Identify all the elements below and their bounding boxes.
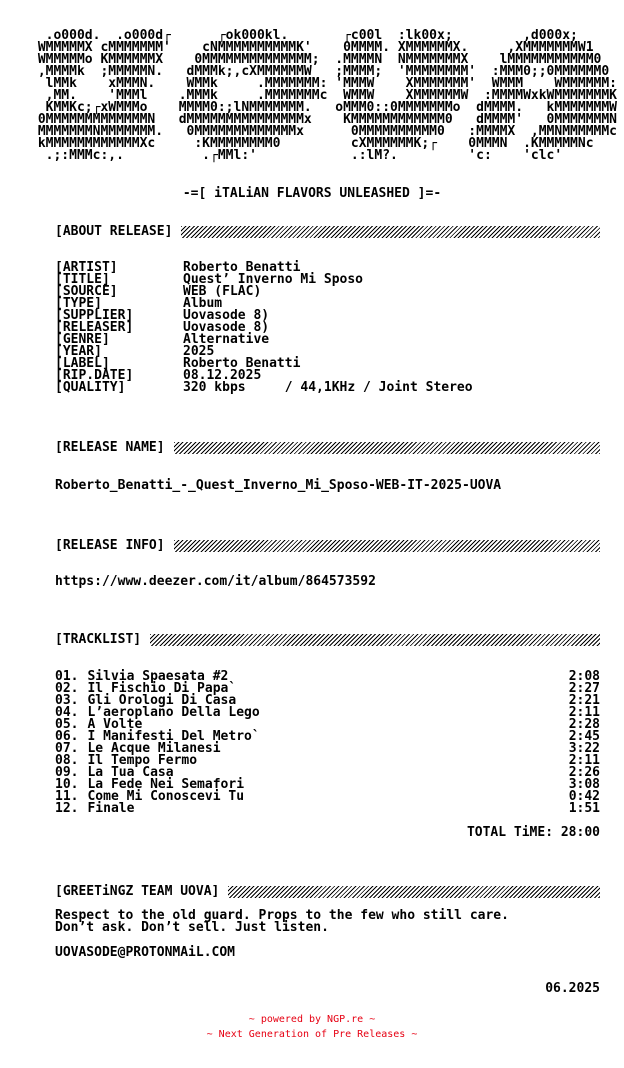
total-time: TOTAL TiME: 28:00 (466, 825, 600, 840)
ascii-logo-line: kMMMMMMMMMMMMXc :KMMMMMMMM0 cXMMMMMMK;┌ 0MMMN .KMMMMMNc (30, 136, 594, 151)
track-title: Il Tempo Fermo (87, 753, 198, 768)
field-row (55, 334, 600, 346)
section-title: [RELEASE NAME] (55, 440, 165, 455)
email-address: UOVASODE@PROTONMAiL.COM (55, 945, 236, 960)
release-url: https://www.deezer.com/it/album/864573592 (55, 574, 376, 589)
ascii-logo-line: ,MM. 'MMMl .MMMk .MMMMMMMc WMMW XMMMMMMW :MMMMWxkWMMMMMMMK (30, 88, 617, 103)
track-time: 2:08 (568, 669, 600, 684)
track-title: Il Fischio Di Papa` (87, 681, 237, 696)
ascii-logo-line: lMMk xMMMN. WMMk .MMMMMMM: 'MMMW XMMMMMMM' WMMM WMMMMMM: (30, 76, 617, 91)
ascii-logo-line: MMMMMMMNMMMMMMM. 0MMMMMMMMMMMMMx 0MMMMMMMMMM0 :MMMMX ,MMNMMMMMMc (30, 124, 617, 139)
field-label: [SUPPLIER] (55, 308, 134, 323)
ascii-logo-line: WMMMMMX cMMMMMMM' cNMMMMMMMMMMK' 0MMMM. XMMMMMMX. ,XMMMMMMMW1 (30, 40, 594, 55)
ascii-logo-line: WMMMMMo KMMMMMMX 0MMMMMMMMMMMMMM; .MMMMN NMMMMMMMX lMMMMMMMMMMM0 (30, 52, 602, 67)
track-number: 04. (55, 705, 79, 720)
ascii-logo-line: 0MMMMMMMMMMMMMN dMMMMMMMMMMMMMMMx KMMMMMMMMMMMM0 dMMMM' 0MMMMMMMN (30, 112, 617, 127)
field-value: Roberto Benatti (183, 260, 301, 275)
track-number: 03. (55, 693, 79, 708)
track-time: 2:45 (568, 729, 600, 744)
section-header-release-name (55, 442, 600, 454)
hatch-strip (150, 634, 600, 646)
section-title: [TRACKLIST] (55, 632, 142, 647)
track-time: 2:11 (568, 705, 600, 720)
track-row (55, 803, 600, 815)
track-title: Come Mi Conoscevi Tu (87, 789, 245, 804)
field-row (55, 310, 600, 322)
hatch-strip (174, 540, 600, 552)
field-row (55, 322, 600, 334)
track-time: 1:51 (568, 801, 600, 816)
field-label: [QUALITY] (55, 380, 126, 395)
ascii-logo-line: .o000d. .o000d┌ ┌ok000kl. ┌c00l :lk00x; ,d000x; (30, 28, 578, 43)
release-name-text: Roberto_Benatti_-_Quest_Inverno_Mi_Sposo-WEB-IT-2025-UOVA (55, 478, 502, 493)
field-value: Quest’ Inverno Mi Sposo (183, 272, 364, 287)
field-label: [ARTIST] (55, 260, 118, 275)
track-title: Gli Orologi Di Casa (87, 693, 237, 708)
field-label: [YEAR] (55, 344, 102, 359)
track-number: 02. (55, 681, 79, 696)
field-label: [RIP.DATE] (55, 368, 134, 383)
field-label: [TITLE] (55, 272, 110, 287)
field-value: 320 kbps / 44,1KHz / Joint Stereo (183, 380, 473, 395)
ascii-logo (0, 0, 624, 162)
greetings-line: Don’t ask. Don’t sell. Just listen. (55, 920, 329, 935)
hatch-strip (228, 886, 600, 898)
group-tagline: -=[ iTALiAN FLAVORS UNLEASHED ]=- (182, 186, 442, 201)
section-title: [RELEASE INFO] (55, 538, 165, 553)
track-title: A Volte (87, 717, 143, 732)
track-time: 2:28 (568, 717, 600, 732)
section-header-greetings (55, 886, 600, 898)
track-title: Silvia Spaesata #2 (87, 669, 229, 684)
field-row (55, 286, 600, 298)
track-title: Le Acque Milanesi (87, 741, 221, 756)
ascii-logo-line: .;:MMMc:,. .┌MMl:' .:lM?. 'c: 'clc' (30, 148, 563, 163)
field-label: [LABEL] (55, 356, 110, 371)
track-number: 08. (55, 753, 79, 768)
footer-powered-by: ~ powered by NGP.re ~ (248, 1014, 376, 1025)
section-title: [GREETiNGZ TEAM UOVA] (55, 884, 220, 899)
field-value: 08.12.2025 (183, 368, 262, 383)
field-label: [SOURCE] (55, 284, 118, 299)
field-row (55, 274, 600, 286)
section-header-about-release (55, 226, 600, 238)
release-fields (55, 262, 600, 394)
greetings-line: Respect to the old guard. Props to the few who still care. (55, 908, 509, 923)
ascii-logo-line: KMMKc;┌xWMMMo MMMM0:;lNMMMMMMM. oMMM0::0MMMMMMMo dMMMM. kMMMMMMMW (30, 100, 617, 115)
footer-credits (0, 1012, 624, 1042)
field-row (55, 298, 600, 310)
track-number: 10. (55, 777, 79, 792)
field-label: [TYPE] (55, 296, 102, 311)
field-row (55, 346, 600, 358)
track-time: 2:11 (568, 753, 600, 768)
field-value: Uovasode 8) (183, 320, 270, 335)
track-time: 3:08 (568, 777, 600, 792)
track-number: 11. (55, 789, 79, 804)
tracklist (55, 671, 600, 815)
field-label: [RELEASER] (55, 320, 134, 335)
track-number: 06. (55, 729, 79, 744)
field-value: Uovasode 8) (183, 308, 270, 323)
track-number: 05. (55, 717, 79, 732)
track-number: 01. (55, 669, 79, 684)
track-time: 3:22 (568, 741, 600, 756)
ascii-logo-line: ,MMMMk ;MMMMMN. dMMMk;,cXMMMMMMW ;MMMM; 'MMMMMMMM' :MMM0;;0MMMMMM0 (30, 64, 610, 79)
track-title: I Manifesti Del Metro` (87, 729, 260, 744)
section-title: [ABOUT RELEASE] (55, 224, 173, 239)
track-number: 12. (55, 801, 79, 816)
field-value: WEB (FLAC) (183, 284, 262, 299)
track-number: 07. (55, 741, 79, 756)
section-header-tracklist (55, 634, 600, 646)
field-row (55, 382, 600, 394)
section-header-release-info (55, 540, 600, 552)
track-number: 09. (55, 765, 79, 780)
greetings-text (55, 910, 600, 934)
field-value: Album (183, 296, 223, 311)
field-value: Alternative (183, 332, 270, 347)
field-label: [GENRE] (55, 332, 110, 347)
track-time: 0:42 (568, 789, 600, 804)
track-title: La Tua Casa (87, 765, 174, 780)
track-title: L’aeroplano Della Lego (87, 705, 260, 720)
field-value: 2025 (183, 344, 215, 359)
track-time: 2:27 (568, 681, 600, 696)
nfo-body (0, 226, 624, 995)
footer-tagline: ~ Next Generation of Pre Releases ~ (206, 1029, 418, 1040)
track-time: 2:26 (568, 765, 600, 780)
date-stamp: 06.2025 (545, 981, 600, 996)
track-title: Finale (87, 801, 135, 816)
hatch-strip (181, 226, 600, 238)
track-title: La Fede Nei Semafori (87, 777, 245, 792)
field-value: Roberto Benatti (183, 356, 301, 371)
hatch-strip (174, 442, 600, 454)
field-row (55, 358, 600, 370)
track-row (55, 791, 600, 803)
track-time: 2:21 (568, 693, 600, 708)
